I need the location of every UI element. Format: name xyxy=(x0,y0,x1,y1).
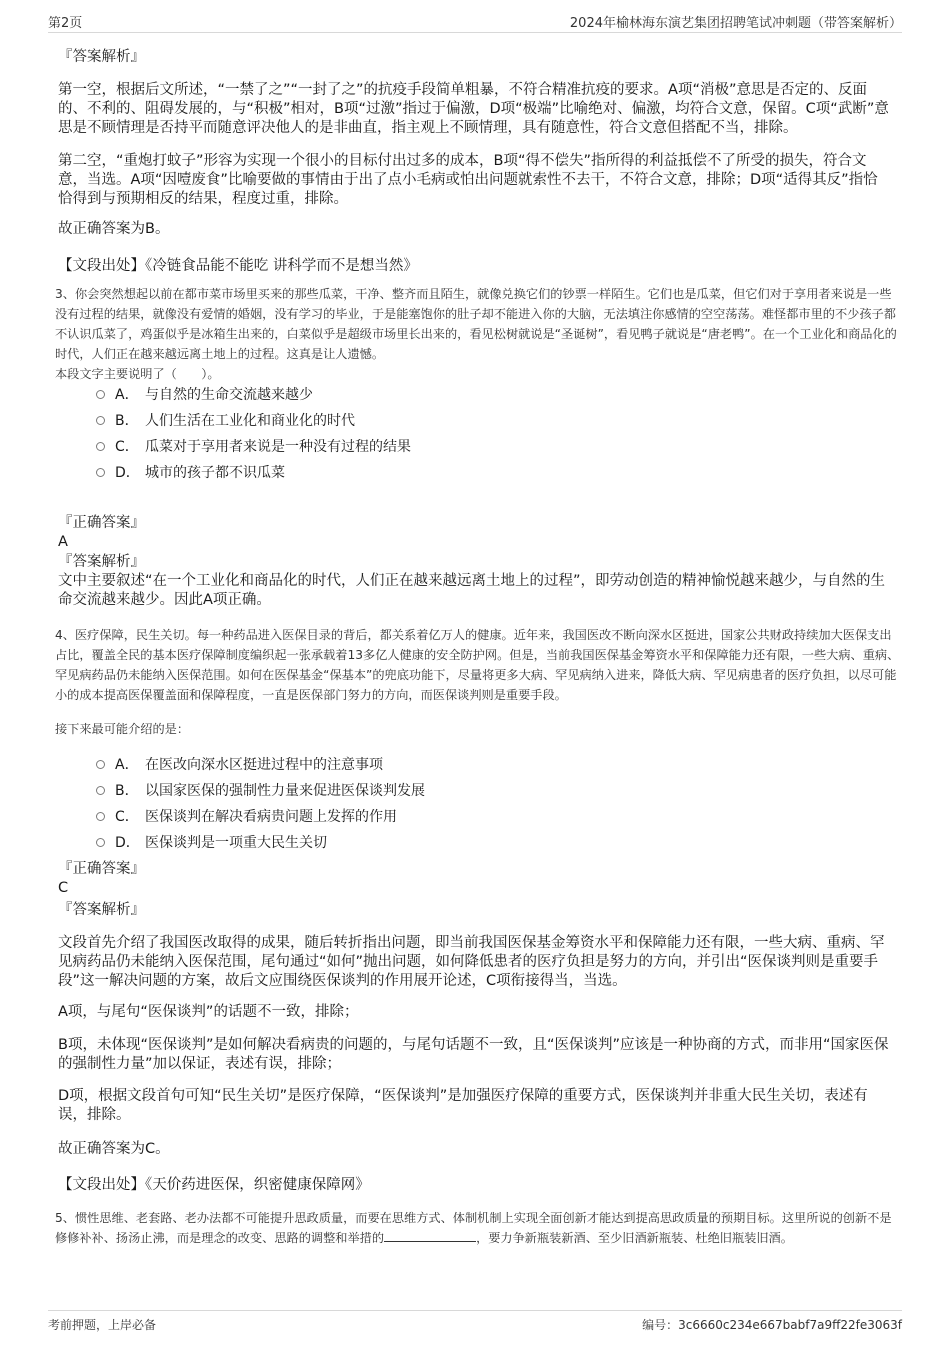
footer-serial: 编号：3c6660c234e667babf7a9ff22fe3063f xyxy=(642,1318,902,1332)
q4-analysis-para1: 文段首先介绍了我国医改取得的成果，随后转折指出问题，即当前我国医保基金筹资水平和保障能力还有限，一些大病、重病、罕见病药品仍未能纳入医保范围，尾句通过“如何”抛出问题，如何降低患者的医疗负担是努力的方向，并引出“医保谈判则是重要手段”这一解决问题的方案，故后文应围绕医保谈判的作用展开论述，C项衔接得当，当选。 xyxy=(58,935,885,989)
q3-text: 3、你会突然想起以前在都市菜市场里买来的那些瓜菜，干净、整齐而且陌生，就像兑换它们的钞票一样陌生。它们也是瓜菜，但它们对于享用者来说是一些没有过程的结果，就像没有爱情的婚姻，没有学习的毕业，于是能塞饱你的肚子却不能进入你的大脑，无法填注你感情的空空荡荡。难怪都市里的不少孩子都不认识瓜菜了，鸡蛋似乎是冰箱生出来的，白菜似乎是超级市场里长出来的，看见松树就说是“圣诞树”，看见鸭子就说是“唐老鸭”。在一个工业化和商品化的时代，人们正在越来越远离土地上的过程。这真是让人遗憾。 xyxy=(55,287,897,361)
q4-text: 4、医疗保障，民生关切。每一种药品进入医保目录的背后，都关系着亿万人的健康。近年来，我国医改不断向深水区挺进，国家公共财政持续加大医保支出占比，覆盖全民的基本医疗保障制度编织起一张承载着13多亿人健康的安全防护网。但是，当前我国医保基金筹资水平和保障能力还有限，一些大病、重病、罕见病药品仍未能纳入医保范围。如何在医保基金“保基本”的兜底功能下，尽量将更多大病、罕见病纳入进来，降低大病、罕见病患者的医疗负担，以尽可能小的成本提高医保覆盖面和保障程度，一直是医保部门努力的方向，而医保谈判则是重要手段。 xyxy=(55,628,900,702)
q3-analysis: 文中主要叙述“在一个工业化和商品化的时代，人们正在越来越远离土地上的过程”，即劳动创造的精神愉悦越来越少，与自然的生命交流越来越少。因此A项正确。 xyxy=(58,573,886,608)
q2-source: 【文段出处】《冷链食品能不能吃 讲科学而不是想当然》 xyxy=(58,258,418,274)
q4-conclusion: 故正确答案为C。 xyxy=(58,1141,170,1157)
q4-analysis-para3: B项，未体现“医保谈判”是如何解决看病贵的问题的，与尾句话题不一致，且“医保谈判”应该是一种协商的方式，而非用“国家医保的强制性力量”加以保证，表述有误，排除； xyxy=(58,1037,889,1072)
q4-analysis-para4: D项，根据文段首句可知“民生关切”是医疗保障，“医保谈判”是加强医疗保障的重要方式，医保谈判并非重大民生关切，表述有误，排除。 xyxy=(58,1088,868,1123)
q3-prompt: 本段文字主要说明了（ ）。 xyxy=(55,367,220,381)
radio-icon[interactable] xyxy=(96,760,105,769)
q4-prompt: 接下来最可能介绍的是： xyxy=(55,722,190,736)
q3-options xyxy=(96,381,796,485)
q4-option-c[interactable]: C． 医保谈判在解决看病贵问题上发挥的作用 xyxy=(96,803,796,829)
page-header xyxy=(48,10,902,33)
q5-text: 5、惯性思维、老套路、老办法都不可能提升思政质量，而要在思维方式、体制机制上实现全面创新才能达到提高思政质量的预期目标。这里所说的创新不是修修补补、扬汤止沸，而是理念的改变、思路的调整和举措的 ，要力争新瓶装新酒、至少旧酒新瓶装、杜绝旧瓶装旧酒。 xyxy=(55,1211,892,1245)
q3-option-a[interactable]: A． 与自然的生命交流越来越少 xyxy=(96,381,796,407)
answer-blank xyxy=(384,1229,476,1242)
q4-option-a[interactable]: A． 在医改向深水区挺进过程中的注意事项 xyxy=(96,751,796,777)
q4-options xyxy=(96,751,796,855)
q3-answer-label: 『正确答案』 xyxy=(58,515,145,531)
q4-answer-label: 『正确答案』 xyxy=(58,861,145,877)
q4-option-b[interactable]: B． 以国家医保的强制性力量来促进医保谈判发展 xyxy=(96,777,796,803)
q2-analysis-label: 『答案解析』 xyxy=(58,49,145,65)
q3-answer: A xyxy=(58,534,68,550)
q2-conclusion: 故正确答案为B。 xyxy=(58,221,170,237)
q2-analysis-para2: 第二空，“重炮打蚊子”形容为实现一个很小的目标付出过多的成本，B项“得不偿失”指所得的利益抵偿不了所受的损失，符合文意，当选。A项“因噎废食”比喻要做的事情由于出了点小毛病或怕出问题就索性不去干，不符合文意，排除；D项“适得其反”指恰恰得到与预期相反的结果，程度过重，排除。 xyxy=(58,153,878,207)
document-title: 2024年榆林海东演艺集团招聘笔试冲刺题（带答案解析） xyxy=(569,16,902,31)
page-number: 第2页 xyxy=(48,16,83,31)
q4-analysis-para2: A项，与尾句“医保谈判”的话题不一致，排除； xyxy=(58,1004,359,1020)
page-footer xyxy=(48,1310,902,1333)
radio-icon[interactable] xyxy=(96,442,105,451)
q3-option-b[interactable]: B． 人们生活在工业化和商业化的时代 xyxy=(96,407,796,433)
radio-icon[interactable] xyxy=(96,786,105,795)
q3-option-c[interactable]: C． 瓜菜对于享用者来说是一种没有过程的结果 xyxy=(96,433,796,459)
q4-answer: C xyxy=(58,880,69,896)
radio-icon[interactable] xyxy=(96,838,105,847)
radio-icon[interactable] xyxy=(96,390,105,399)
q4-source: 【文段出处】《天价药进医保，织密健康保障网》 xyxy=(58,1177,370,1193)
q4-option-d[interactable]: D． 医保谈判是一项重大民生关切 xyxy=(96,829,796,855)
footer-slogan: 考前押题，上岸必备 xyxy=(48,1318,157,1332)
radio-icon[interactable] xyxy=(96,416,105,425)
q4-analysis-label: 『答案解析』 xyxy=(58,902,145,918)
radio-icon[interactable] xyxy=(96,468,105,477)
q2-analysis-para1: 第一空，根据后文所述，“一禁了之”“一封了之”的抗疫手段简单粗暴，不符合精准抗疫的要求。A项“消极”意思是否定的、反面的、不利的、阻碍发展的，与“积极”相对，B项“过激”指过于偏激，D项“极端”比喻绝对、偏激，均符合文意，保留。C项“武断”意思是不顾情理是否持平而随意评决他人的是非曲直，指主观上不顾情理，具有随意性，符合文意但搭配不当，排除。 xyxy=(58,82,889,136)
radio-icon[interactable] xyxy=(96,812,105,821)
q3-option-d[interactable]: D． 城市的孩子都不识瓜菜 xyxy=(96,459,796,485)
q3-analysis-label: 『答案解析』 xyxy=(58,554,145,570)
